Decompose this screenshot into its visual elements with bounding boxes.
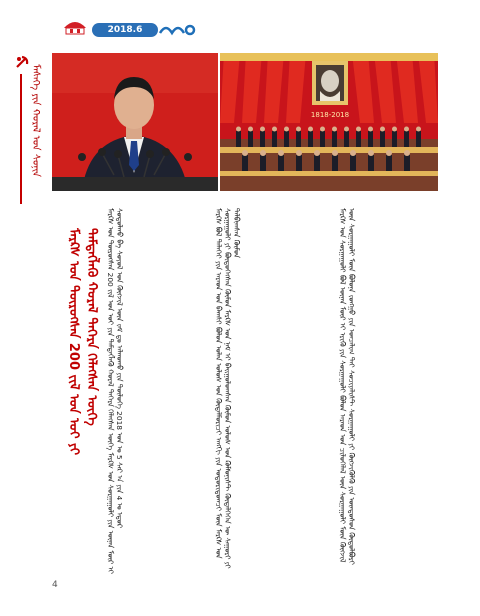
section-accent-bar [20,74,22,204]
issue-date-badge: 2018.6 [92,23,158,37]
anniversary-banner-text: 1818-2018 [310,111,350,119]
magazine-header [0,0,480,40]
headline-line-2: ᠲᠡᠮᠳᠡᠭᠯᠡᠬᠦ ᠬᠤᠷᠠᠯ ᠳᠡᠭᠡᠷᠡ ᠬᠡᠯᠡᠭᠰᠡᠨ ᠦᠭᠡ [84,228,99,426]
article-column-1: ᠮᠠᠷᠺᠰ ᠤᠨ ᠲᠥᠷᠥᠭᠰᠡᠨ 200 ᠵᠢᠯ ᠤᠨ ᠣᠢ ᠶᠢᠨ ᠲᠡᠮᠳᠡᠭᠯᠡᠬᠦ ᠬᠤᠷᠠᠯ ᠳᠡᠭᠡᠷᠡ ᠬᠡᠯᠡᠭᠰᠡᠨ ᠦᠭᠡ ᠮᠠᠷᠺᠰ ᠤᠨ ᠰᠤᠷᠭᠠᠭᠤᠯᠢ ᠶᠢᠨ ᠦᠨᠡᠨ ᠮᠥᠷ ᠢ ᠰᠤᠳᠤᠯᠬᠤ ᠪᠠ ᠰᠣᠶᠣᠯ ᠤᠨ ᠬᠥᠭᠵᠢᠯ ᠦᠨ ᠵᠠᠮ ᠳᠤ ᠠᠯᠬᠤᠬᠤ ᠶᠢᠨ ᠲᠥᠯᠥᠭᠡ 2018 ᠣᠨ ᠤ 5 ᠰᠠᠷ ᠠ ᠶᠢᠨ 4 ᠤ ᠡᠳᠦᠷ [106,208,124,574]
page-number: 4 [52,580,58,590]
article-column-2: ᠮᠠᠷᠺᠰ ᠪᠣᠯ ᠳᠡᠯᠡᠬᠡᠢ ᠶᠢᠨ ᠠᠷᠠᠳ ᠤᠨ ᠪᠠᠭᠰᠢ ᠪᠣᠯᠤᠨ ᠣᠯᠠᠨ ᠤᠯᠤᠰ ᠤᠨ ᠬᠥᠳᠡᠯᠮᠦᠷᠢᠴᠢ ᠠᠩᠭᠢ ᠶᠢᠨ ᠤᠳᠤᠷᠢᠳᠤᠭᠴᠢ ᠮᠥᠨ ᠮᠠᠷᠺᠰ ᠤᠨ ᠰᠤᠷᠭᠠᠭᠤᠯᠢ ᠶᠢ ᠪᠦᠲᠦᠭᠡᠭᠰᠡᠨ ᠬᠦᠮᠦᠨ ᠮᠠᠷᠺᠰ ᠤᠨ ᠨᠠᠮ ᠢ ᠪᠠᠢᠭᠤᠯᠤᠭᠰᠠᠨ ᠬᠦᠮᠦᠨ ᠤᠯᠤᠰ ᠤᠨ ᠺᠣᠮᠮᠤᠨᠢᠰᠲ ᠬᠥᠳᠡᠯᠭᠡᠭᠡᠨ ᠦ ᠰᠠᠭᠤᠷᠢ ᠶᠢ ᠲᠠᠯᠪᠢᠭᠰᠠᠨ ᠬᠦᠮᠦᠨ [214,208,241,569]
assembly-photo [220,53,438,191]
speaker-photo-graphic [52,53,218,191]
section-title: ᠮᠡᠰᠡᠭᠡ ᠶᠢᠨ ᠬᠤᠷᠠᠯ ᠤᠨ ᠰᠣᠨᠢᠨ [30,64,41,178]
article-column-3: ᠮᠠᠷᠺᠰ ᠤᠨ ᠰᠤᠷᠭᠠᠭᠤᠯᠢ ᠪᠣᠯ ᠦᠨᠡᠨ ᠮᠥᠷ ᠢ ᠡᠷᠢᠬᠦ ᠶᠢᠨ ᠰᠤᠷᠭᠠᠭᠤᠯᠢ ᠪᠣᠯᠤᠨ ᠠᠷᠠᠳ ᠤᠨ ᠴᠢᠯᠦᠭᠡᠯᠡᠯ ᠦᠨ ᠰᠤᠷᠭᠠᠭᠤᠯᠢ ᠮᠥᠨ ᠬᠥᠭᠵᠢᠯ ᠦᠨ ᠰᠤᠷᠭᠠᠭᠤᠯᠢ ᠮᠥᠨ ᠪᠣᠯᠤᠨᠠ ᠵᠣᠩᠭᠣ ᠶᠢᠨ ᠣᠨᠴᠠᠯᠢᠭ ᠲᠠᠢ ᠰᠣᠴᠢᠶᠠᠯᠢᠰᠲ ᠰᠤᠷᠭᠠᠭᠤᠯᠢ ᠶᠢ ᠬᠥᠭᠵᠢᠭᠦᠯᠬᠦ ᠶᠢᠨ ᠦᠨᠳᠦᠰᠦᠨ ᠬᠥᠲᠦᠯᠪᠦᠷᠢ [338,208,356,565]
headline-line-1: ᠮᠠᠷᠺᠰ ᠤᠨ ᠲᠥᠷᠥᠭᠰᠡᠨ 200 ᠵᠢᠯ ᠤᠨ ᠣᠢ ᠶᠢ [66,228,81,455]
magazine-logo-icon [62,18,88,36]
assembly-photo-graphic [220,53,438,191]
article-headline [64,228,102,548]
brand-mark-icon [158,21,196,39]
speaker-photo [52,53,218,191]
